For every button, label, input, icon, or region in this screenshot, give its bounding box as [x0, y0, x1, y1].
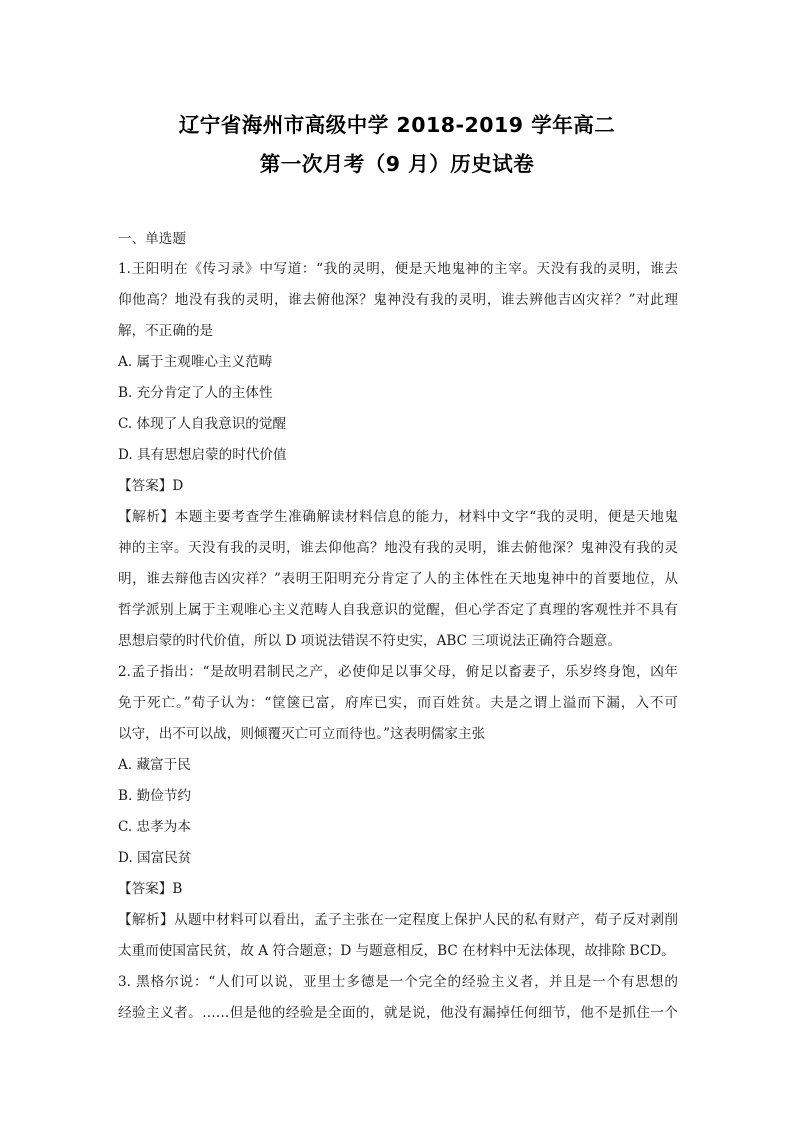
question-1-answer: 【答案】D	[118, 478, 184, 494]
question-2-analysis-line-2: 太重而使国富民贫，故 A 符合题意；D 与题意相反，BC 在材料中无法体现，故排除 BCD。	[118, 943, 675, 959]
question-2-line-3: 以守，出不可以战，则倾覆灭亡可立而待也。”这表明儒家主张	[118, 726, 486, 742]
question-1-analysis-line-2: 神的主宰。天没有我的灵明，谁去仰他高？地没有我的灵明，谁去俯他深？鬼神没有我的灵	[118, 540, 678, 556]
question-1-line-2: 仰他高？地没有我的灵明，谁去俯他深？鬼神没有我的灵明，谁去辨他吉凶灾祥？”对此理	[118, 292, 678, 308]
question-2-line-1: 2.孟子指出：“是故明君制民之产，必使仰足以事父母，俯足以畜妻子，乐岁终身饱，凶年	[118, 664, 678, 680]
question-1-option-c: C. 体现了人自我意识的觉醒	[118, 416, 287, 432]
question-1-line-3: 解，不正确的是	[118, 323, 214, 339]
question-3-line-2: 经验主义者。……但是他的经验是全面的，就是说，他没有漏掉任何细节，他不是抓住一个	[118, 1005, 678, 1021]
question-2-answer: 【答案】B	[118, 881, 183, 897]
question-2-option-a: A. 藏富于民	[118, 757, 191, 773]
question-2-option-d: D. 国富民贫	[118, 850, 192, 866]
question-1-option-b: B. 充分肯定了人的主体性	[118, 385, 273, 401]
question-2-option-c: C. 忠孝为本	[118, 819, 191, 835]
question-1-analysis-line-3: 明，谁去辩他吉凶灾祥？”表明王阳明充分肯定了人的主体性在天地鬼神中的首要地位，从	[118, 571, 678, 587]
section-heading: 一、单选题	[118, 231, 186, 247]
question-1-line-1: 1.王阳明在《传习录》中写道：“我的灵明，便是天地鬼神的主宰。天没有我的灵明，谁去	[118, 261, 678, 277]
question-1-analysis-line-4: 哲学派别上属于主观唯心主义范畴人自我意识的觉醒，但心学否定了真理的客观性并不具有	[118, 602, 678, 618]
question-2-line-2: 免于死亡。”荀子认为：“筐箧已富，府库已实，而百姓贫。夫是之谓上溢而下漏，入不可	[118, 695, 678, 711]
question-3-line-1: 3. 黑格尔说：“人们可以说，亚里士多德是一个完全的经验主义者，并且是一个有思想的	[118, 974, 678, 990]
question-1-option-d: D. 具有思想启蒙的时代价值	[118, 447, 287, 463]
question-2-analysis-line-1: 【解析】从题中材料可以看出，孟子主张在一定程度上保护人民的私有财产，荀子反对剥削	[118, 912, 678, 928]
exam-title-line-2: 第一次月考（9 月）历史试卷	[259, 152, 535, 176]
question-1-option-a: A. 属于主观唯心主义范畴	[118, 354, 273, 370]
question-2-option-b: B. 勤俭节约	[118, 788, 192, 804]
question-1-analysis-line-1: 【解析】本题主要考查学生准确解读材料信息的能力，材料中文字“我的灵明，便是天地鬼	[118, 509, 678, 525]
question-1-analysis-line-5: 思想启蒙的时代价值，所以 D 项说法错误不符史实，ABC 三项说法正确符合题意。	[118, 633, 621, 649]
exam-title-line-1: 辽宁省海州市高级中学 2018-2019 学年高二	[178, 113, 616, 137]
